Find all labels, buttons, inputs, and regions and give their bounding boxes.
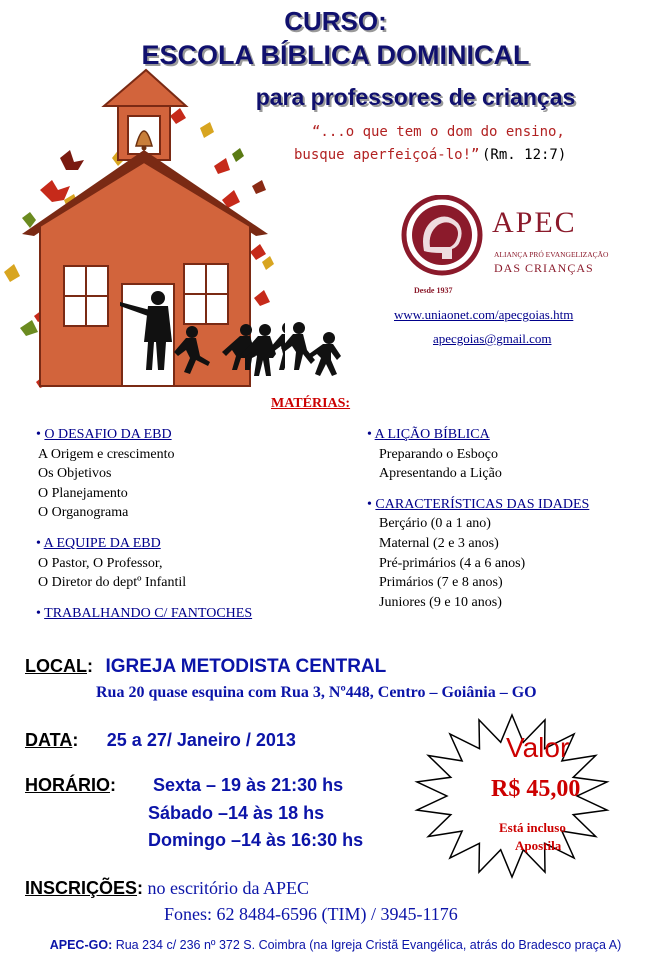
bullet: • xyxy=(367,496,372,512)
list-item: A Origem e crescimento xyxy=(38,446,175,462)
section-o-desafio xyxy=(36,425,252,445)
data-colon: : xyxy=(72,730,79,750)
section-heading: A LIÇÃO BÍBLICA xyxy=(374,427,490,442)
horario-line-1: Sexta – 19 às 21:30 hs xyxy=(153,775,344,795)
list-item: O Planejamento xyxy=(38,485,128,501)
quote-line-1: “...o que tem o dom do ensino, xyxy=(312,124,565,140)
quote-line-2: busque aperfeiçoá-lo!” xyxy=(294,147,480,163)
list-item: Primários (7 e 8 anos) xyxy=(379,575,503,591)
local-address: Rua 20 quase esquina com Rua 3, Nº448, Centro – Goiânia – GO xyxy=(96,684,537,701)
list-item: Preparando o Esboço xyxy=(379,446,498,462)
footer-text: Rua 234 c/ 236 nº 372 S. Coimbra (na Igreja Cristã Evangélica, atrás do Bradesco praça A) xyxy=(112,938,622,952)
bullet: • xyxy=(36,427,41,442)
horario-line-3: Domingo –14 às 16:30 hs xyxy=(148,830,364,850)
title-line-3: para professores de crianças xyxy=(255,84,576,110)
left-column xyxy=(36,425,252,623)
data-label: DATA xyxy=(25,730,73,750)
section-trabalhando xyxy=(36,604,252,624)
section-a-equipe xyxy=(36,534,252,554)
horario-colon: : xyxy=(110,775,116,795)
horario-row xyxy=(25,775,116,796)
section-heading: O DESAFIO DA EBD xyxy=(44,427,172,442)
list-item: Maternal (2 e 3 anos) xyxy=(379,535,499,551)
apec-name: APEC xyxy=(492,206,577,239)
list-item: Berçário (0 a 1 ano) xyxy=(379,516,491,532)
title-line-2: ESCOLA BÍBLICA DOMINICAL xyxy=(141,40,530,70)
inscricoes-colon: : xyxy=(137,878,144,898)
bullet: • xyxy=(36,605,41,621)
valor-note-1: Está incluso xyxy=(499,820,566,835)
valor-price: R$ 45,00 xyxy=(491,776,581,802)
list-item: Apresentando a Lição xyxy=(379,466,502,482)
inscricoes-label: INSCRIÇÕES xyxy=(25,878,138,898)
inscricoes-phones: Fones: 62 8484-6596 (TIM) / 3945-1176 xyxy=(164,904,458,924)
list-item: Os Objetivos xyxy=(38,466,112,482)
valor-label: Valor xyxy=(506,732,570,763)
right-column xyxy=(367,425,589,612)
list-item: Juniores (9 e 10 anos) xyxy=(379,594,502,610)
section-a-licao xyxy=(367,425,589,445)
horario-line-2: Sábado –14 às 18 hs xyxy=(148,803,325,823)
data-row xyxy=(25,730,296,751)
bullet: • xyxy=(36,535,41,551)
horario-label: HORÁRIO xyxy=(25,775,110,795)
local-value: IGREJA METODISTA CENTRAL xyxy=(105,656,387,677)
list-item: Pré-primários (4 a 6 anos) xyxy=(379,555,526,571)
apec-subtitle-2: DAS CRIANÇAS xyxy=(494,261,594,275)
valor-note-2: Apostila xyxy=(515,838,562,853)
data-value: 25 a 27/ Janeiro / 2013 xyxy=(106,730,296,750)
section-caracteristicas xyxy=(367,495,589,515)
section-heading: A EQUIPE DA EBD xyxy=(43,535,161,551)
apec-since: Desde 1937 xyxy=(414,286,453,295)
inscricoes-row xyxy=(25,878,309,899)
apec-subtitle: ALIANÇA PRÓ EVANGELIZAÇÃO xyxy=(494,250,609,259)
running-children xyxy=(225,318,350,380)
section-heading: TRABALHANDO C/ FANTOCHES xyxy=(44,605,253,621)
quote-reference: (Rm. 12:7) xyxy=(482,147,567,163)
website-link[interactable]: www.uniaonet.com/apecgoias.htm xyxy=(394,307,574,322)
list-item: O Pastor, O Professor, xyxy=(38,555,163,571)
local-colon: : xyxy=(87,656,93,676)
apec-logo xyxy=(400,195,490,285)
section-heading: CARACTERÍSTICAS DAS IDADES xyxy=(375,496,590,512)
list-item: O Organograma xyxy=(38,505,129,521)
bullet: • xyxy=(367,427,372,442)
footer-org: APEC-GO: xyxy=(49,938,113,952)
email-link[interactable]: apecgoias@gmail.com xyxy=(433,331,552,346)
list-item: O Diretor do deptº Infantil xyxy=(38,575,187,591)
title-line-1: CURSO: xyxy=(284,6,387,36)
inscricoes-value: no escritório da APEC xyxy=(143,878,310,898)
materias-heading: MATÉRIAS: xyxy=(271,396,351,411)
footer-address xyxy=(0,938,671,952)
local-row xyxy=(25,656,386,678)
local-label: LOCAL xyxy=(25,656,87,676)
